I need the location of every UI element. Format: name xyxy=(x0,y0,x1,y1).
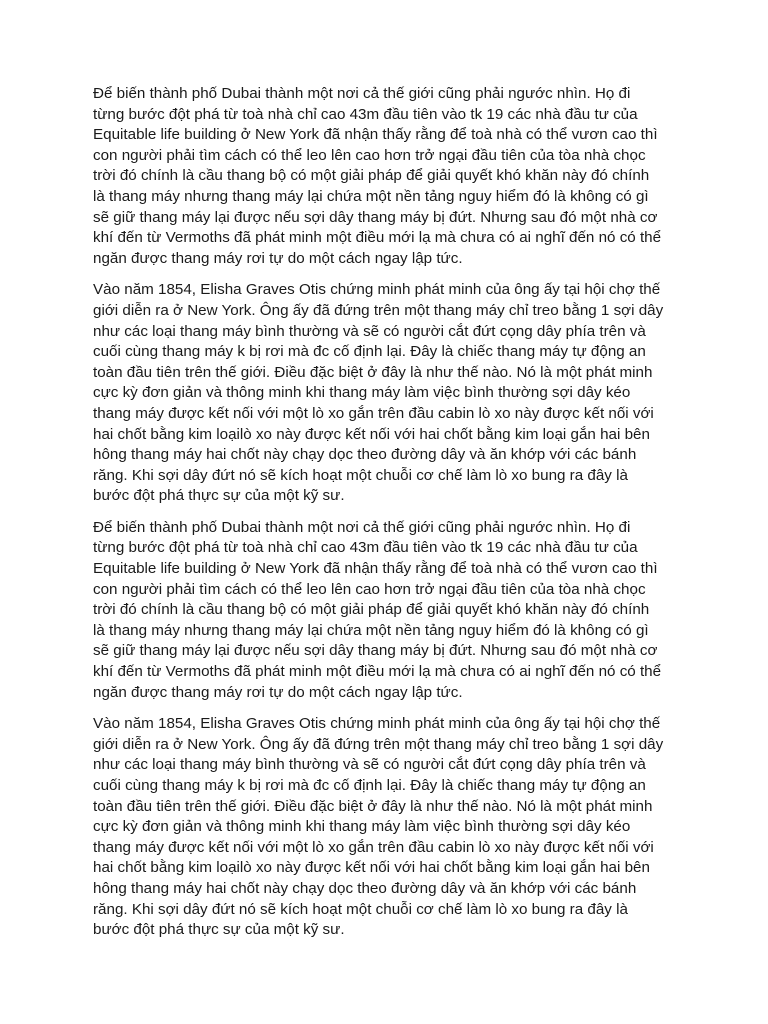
paragraph-4 xyxy=(93,714,693,941)
paragraph-line: hai chốt bằng kim loạilò xo này được kết nối với hai chốt bằng kim loại gắn hai bên xyxy=(93,859,650,877)
paragraph-line: răng. Khi sợi dây đứt nó sẽ kích hoạt một chuỗi cơ chế làm lò xo bung ra đây là xyxy=(93,900,628,918)
paragraph-line: ngăn được thang máy rơi tự do một cách ngay lập tức. xyxy=(93,249,463,267)
paragraph-line: Để biến thành phố Dubai thành một nơi cả thế giới cũng phải ngước nhìn. Họ đi xyxy=(93,518,631,536)
paragraph-line: giới diễn ra ở New York. Ông ấy đã đứng trên một thang máy chỉ treo bằng 1 sợi dây xyxy=(93,735,664,753)
paragraph-line: giới diễn ra ở New York. Ông ấy đã đứng trên một thang máy chỉ treo bằng 1 sợi dây xyxy=(93,301,664,319)
paragraph-line: răng. Khi sợi dây đứt nó sẽ kích hoạt một chuỗi cơ chế làm lò xo bung ra đây là xyxy=(93,466,628,484)
paragraph-line: sẽ giữ thang máy lại được nếu sợi dây thang máy bị đứt. Nhưng sau đó một nhà cơ xyxy=(93,642,658,660)
paragraph-line: cực kỳ đơn giản và thông minh khi thang máy làm việc bình thường sợi dây kéo xyxy=(93,818,631,836)
document-page xyxy=(93,84,693,952)
paragraph-line: là thang máy nhưng thang máy lại chứa một nền tảng nguy hiểm đó là không có gì xyxy=(93,187,649,205)
paragraph-line: trời đó chính là cầu thang bộ có một giải pháp để giải quyết khó khăn này đó chính xyxy=(93,167,650,185)
paragraph-line: khí đến từ Vermoths đã phát minh một điều mới lạ mà chưa có ai nghĩ đến nó có thể xyxy=(93,663,662,681)
paragraph-line: toàn đầu tiên trên thế giới. Điều đặc biệt ở đây là như thế nào. Nó là một phát minh xyxy=(93,797,653,815)
paragraph-line: Equitable life building ở New York đã nhận thấy rằng để toà nhà có thể vươn cao thì xyxy=(93,560,658,578)
paragraph-line: con người phải tìm cách có thể leo lên cao hơn trở ngại đầu tiên của tòa nhà chọc xyxy=(93,146,646,164)
paragraph-line: thang máy được kết nối với một lò xo gắn trên đầu cabin lò xo này được kết nối với xyxy=(93,838,654,856)
paragraph-line: Vào năm 1854, Elisha Graves Otis chứng minh phát minh của ông ấy tại hội chợ thế xyxy=(93,715,661,733)
paragraph-line: như các loại thang máy bình thường và sẽ có người cắt đứt cọng dây phía trên và xyxy=(93,756,646,774)
paragraph-line: bước đột phá thực sự của một kỹ sư. xyxy=(93,487,345,505)
paragraph-line: từng bước đột phá từ toà nhà chỉ cao 43m đầu tiên vào tk 19 các nhà đầu tư của xyxy=(93,539,638,557)
paragraph-line: con người phải tìm cách có thể leo lên cao hơn trở ngại đầu tiên của tòa nhà chọc xyxy=(93,580,646,598)
paragraph-line: Để biến thành phố Dubai thành một nơi cả thế giới cũng phải ngước nhìn. Họ đi xyxy=(93,85,631,102)
paragraph-line: cuối cùng thang máy k bị rơi mà đc cố định lại. Đây là chiếc thang máy tự động an xyxy=(93,777,646,794)
paragraph-line: thang máy được kết nối với một lò xo gắn trên đầu cabin lò xo này được kết nối với xyxy=(93,404,654,422)
paragraph-line: bước đột phá thực sự của một kỹ sư. xyxy=(93,921,345,939)
paragraph-line: cuối cùng thang máy k bị rơi mà đc cố định lại. Đây là chiếc thang máy tự động an xyxy=(93,343,646,361)
paragraph-line: như các loại thang máy bình thường và sẽ có người cắt đứt cọng dây phía trên và xyxy=(93,322,646,340)
paragraph-line: là thang máy nhưng thang máy lại chứa một nền tảng nguy hiểm đó là không có gì xyxy=(93,621,649,639)
paragraph-line: ngăn được thang máy rơi tự do một cách ngay lập tức. xyxy=(93,683,463,701)
paragraph-line: Equitable life building ở New York đã nhận thấy rằng để toà nhà có thể vươn cao thì xyxy=(93,126,658,144)
paragraph-line: hông thang máy hai chốt này chạy dọc theo đường dây và ăn khớp với các bánh xyxy=(93,879,637,897)
paragraph-1 xyxy=(93,84,693,269)
paragraph-3 xyxy=(93,518,693,703)
paragraph-line: khí đến từ Vermoths đã phát minh một điều mới lạ mà chưa có ai nghĩ đến nó có thể xyxy=(93,229,662,247)
paragraph-line: hông thang máy hai chốt này chạy dọc theo đường dây và ăn khớp với các bánh xyxy=(93,446,637,464)
paragraph-line: trời đó chính là cầu thang bộ có một giải pháp để giải quyết khó khăn này đó chính xyxy=(93,601,650,619)
paragraph-line: hai chốt bằng kim loạilò xo này được kết nối với hai chốt bằng kim loại gắn hai bên xyxy=(93,425,650,443)
paragraph-line: toàn đầu tiên trên thế giới. Điều đặc biệt ở đây là như thế nào. Nó là một phát minh xyxy=(93,363,653,381)
paragraph-line: sẽ giữ thang máy lại được nếu sợi dây thang máy bị đứt. Nhưng sau đó một nhà cơ xyxy=(93,208,658,226)
paragraph-line: Vào năm 1854, Elisha Graves Otis chứng minh phát minh của ông ấy tại hội chợ thế xyxy=(93,281,661,299)
paragraph-line: từng bước đột phá từ toà nhà chỉ cao 43m đầu tiên vào tk 19 các nhà đầu tư của xyxy=(93,105,638,123)
paragraph-line: cực kỳ đơn giản và thông minh khi thang máy làm việc bình thường sợi dây kéo xyxy=(93,384,631,402)
paragraph-2 xyxy=(93,280,693,507)
